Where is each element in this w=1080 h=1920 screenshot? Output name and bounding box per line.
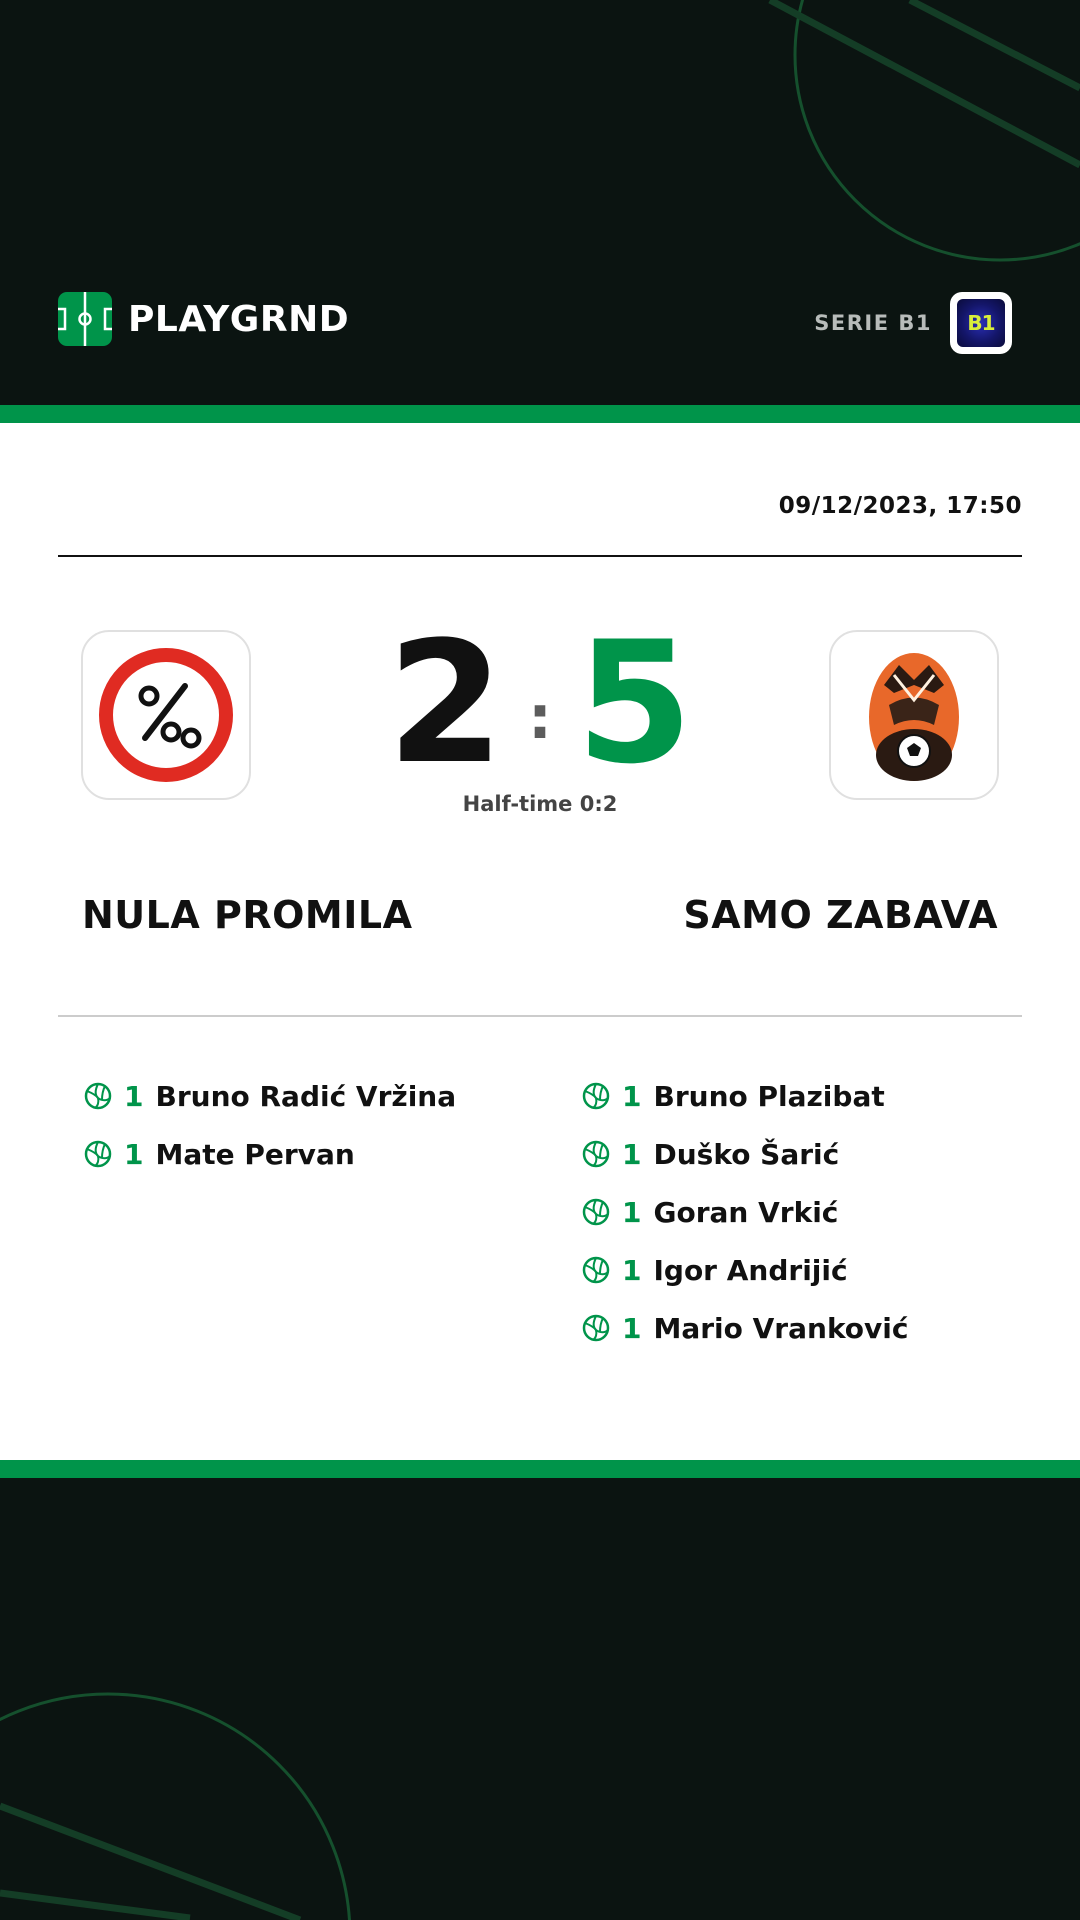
away-team-name: SAMO ZABAVA (683, 893, 998, 937)
away-scorers-list (582, 1067, 909, 1357)
match-datetime: 09/12/2023, 17:50 (778, 493, 1022, 519)
football-icon (84, 1140, 112, 1168)
home-team-logo[interactable] (81, 630, 251, 800)
accent-stripe-bottom (0, 1460, 1080, 1478)
no-alcohol-sign-logo (99, 648, 233, 782)
scorer-row (582, 1125, 909, 1183)
scoreline (340, 605, 740, 801)
player-name[interactable]: Mario Vranković (653, 1311, 909, 1345)
header (0, 0, 1080, 405)
football-icon (582, 1082, 610, 1110)
scorer-row (84, 1067, 456, 1125)
player-name[interactable]: Bruno Plazibat (653, 1079, 885, 1113)
scorer-row (582, 1241, 909, 1299)
league[interactable] (814, 292, 1012, 354)
player-name[interactable]: Igor Andrijić (653, 1253, 848, 1287)
home-team-name: NULA PROMILA (82, 893, 413, 937)
accent-stripe-top (0, 405, 1080, 423)
scorer-row (582, 1183, 909, 1241)
away-team-logo[interactable] (829, 630, 999, 800)
goal-count: 1 (622, 1137, 642, 1171)
football-icon (84, 1082, 112, 1110)
goal-count: 1 (124, 1079, 144, 1113)
league-name: SERIE B1 (814, 311, 932, 335)
pitch-icon (58, 292, 112, 346)
away-score: 5 (576, 605, 693, 801)
goal-count: 1 (622, 1311, 642, 1345)
brand[interactable] (58, 291, 349, 347)
goal-count: 1 (622, 1195, 642, 1229)
goal-count: 1 (622, 1253, 642, 1287)
divider-light (58, 1015, 1022, 1017)
score-separator: : (528, 683, 552, 753)
goal-count: 1 (622, 1079, 642, 1113)
halftime-score: Half-time 0:2 (462, 792, 618, 816)
scorer-row (582, 1299, 909, 1357)
match-card (0, 423, 1080, 1460)
football-icon (582, 1314, 610, 1342)
player-name[interactable]: Duško Šarić (653, 1137, 840, 1171)
home-score: 2 (387, 605, 504, 801)
player-name[interactable]: Bruno Radić Vržina (155, 1079, 457, 1113)
pitch-lines-decoration-bottom (0, 1478, 1080, 1920)
football-icon (582, 1198, 610, 1226)
brand-name: PLAYGRND (128, 298, 350, 340)
football-icon (582, 1256, 610, 1284)
goal-count: 1 (124, 1137, 144, 1171)
scorer-row (84, 1125, 456, 1183)
league-badge (950, 292, 1012, 354)
orange-crest-logo (864, 645, 964, 785)
player-name[interactable]: Mate Pervan (155, 1137, 355, 1171)
league-badge-text: B1 (967, 311, 995, 335)
player-name[interactable]: Goran Vrkić (653, 1195, 839, 1229)
scorer-row (582, 1067, 909, 1125)
football-icon (582, 1140, 610, 1168)
league-badge-inner (957, 299, 1005, 347)
divider-dark (58, 555, 1022, 557)
home-scorers-list (84, 1067, 456, 1183)
